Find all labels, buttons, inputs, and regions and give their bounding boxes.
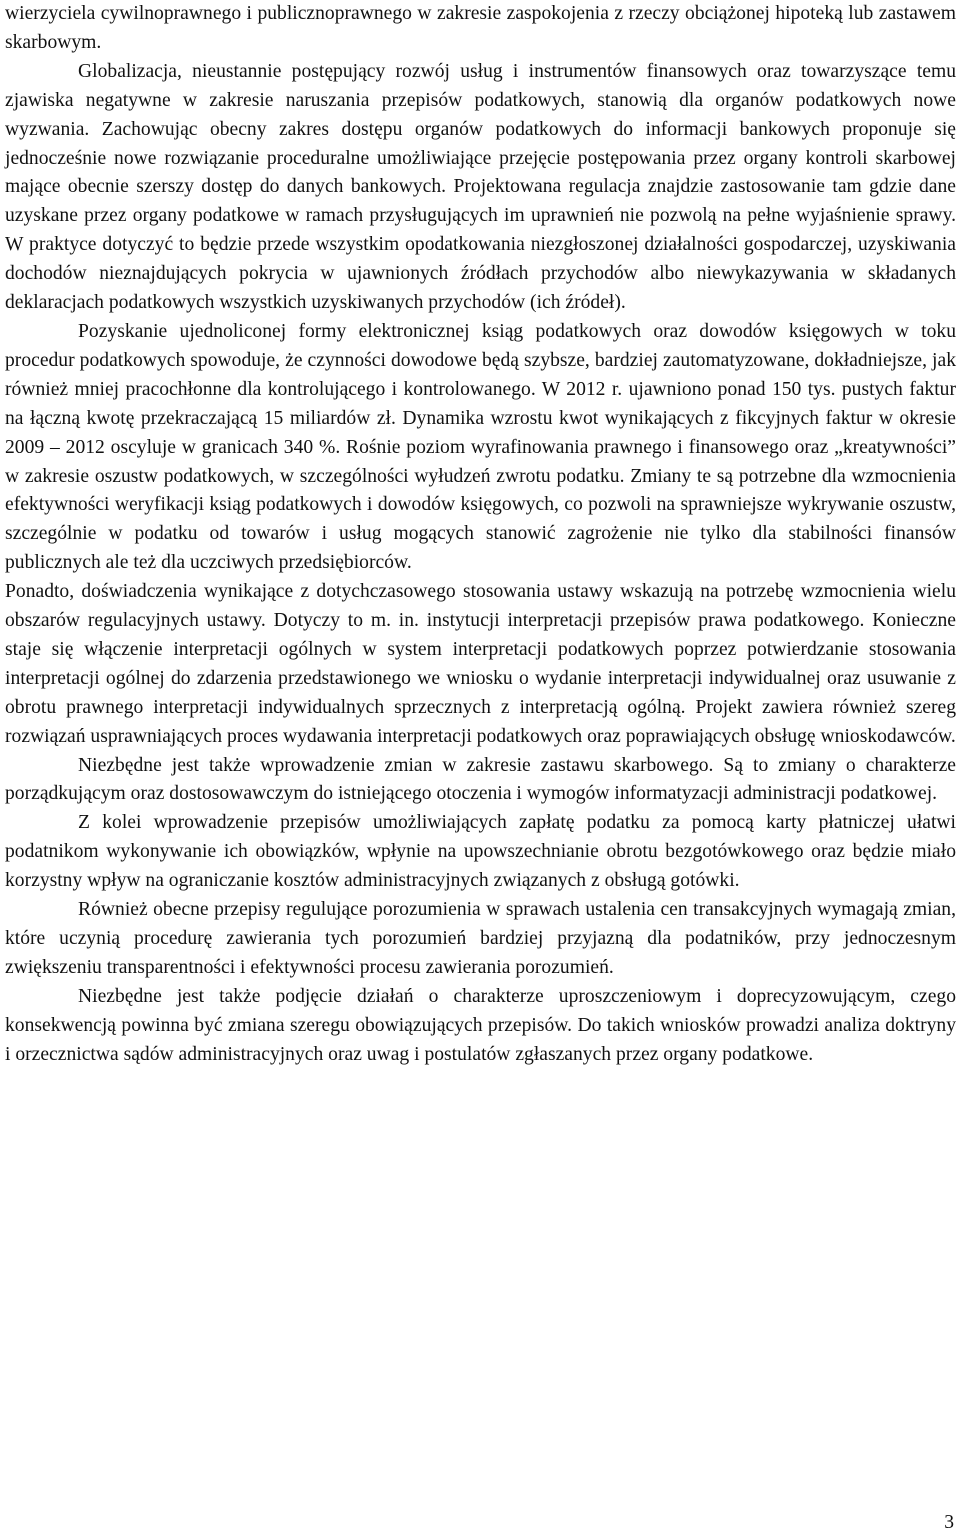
paragraph-globalization: Globalizacja, nieustannie postępujący rozwój usług i instrumentów finansowych oraz towarzyszące temu zjawiska negatywne w zakresie naruszania przepisów podatkowych, stanowią dla organów podatkowych nowe wyzwania. Zachowując obecny zakres dostępu organów podatkowych do informacji bankowych proponuje się jednocześnie nowe rozwiązanie proceduralne umożliwiające przejęcie postępowania przez organy kontroli skarbowej mające obecnie szerszy dostęp do danych bankowych. Projektowana regulacja znajdzie zastosowanie tam gdzie dane uzyskane przez organy podatkowe w ramach przysługujących im uprawnień nie pozwolą na pełne wyjaśnienie sprawy. W praktyce dotyczyć to będzie przede wszystkim opodatkowania niezgłoszonej działalności gospodarczej, uzyskiwania dochodów nieznajdujących pokrycia w ujawnionych źródłach przychodów albo niewykazywania w składanych deklaracjach podatkowych wszystkich uzyskiwanych przychodów (ich źródeł). (5, 60, 956, 314)
paragraph-transfer-pricing: Również obecne przepisy regulujące porozumienia w sprawach ustalenia cen transakcyjnych wymagają zmian, które uczynią procedurę zawierania tych porozumień bardziej przyjazną dla podatników, przy jednoczesnym zwiększeniu transparentności i efektywności procesu zawierania porozumień. (5, 899, 956, 978)
paragraph-interpretations: Ponadto, doświadczenia wynikające z dotychczasowego stosowania ustawy wskazują na potrzebę wzmocnienia wielu obszarów regulacyjnych ustawy. Dotyczy to m. in. instytucji interpretacji przepisów prawa podatkowego. Konieczne staje się włączenie interpretacji ogólnych w system interpretacji podatkowych poprzez potwierdzanie stosowania interpretacji ogólnej do zdarzenia przedstawionego we wniosku o wydanie interpretacji indywidualnej oraz usuwanie z obrotu prawnego interpretacji indywidualnych sprzecznych z interpretacją ogólną. Projekt zawiera również szereg rozwiązań usprawniających proces wydawania interpretacji podatkowych oraz poprawiających obsługę wnioskodawców. (5, 581, 956, 747)
paragraph-card-payment: Z kolei wprowadzenie przepisów umożliwiających zapłatę podatku za pomocą karty płatniczej ułatwi podatnikom wykonywanie ich obowiązków, wpłynie na upowszechnianie obrotu bezgotówkowego oraz będzie miało korzystny wpływ na ograniczanie kosztów administracyjnych związanych z obsługą gotówki. (5, 812, 956, 892)
page-number: 3 (944, 1512, 954, 1533)
paragraph-continuation: wierzyciela cywilnoprawnego i publicznoprawnego w zakresie zaspokojenia z rzeczy obciążonej hipoteką lub zastawem skarbowym. (5, 3, 956, 53)
paragraph-electronic-books: Pozyskanie ujednoliconej formy elektronicznej ksiąg podatkowych oraz dowodów księgowych w toku procedur podatkowych spowoduje, że czynności dowodowe będą szybsze, bardziej zautomatyzowane, dokładniejsze, jak również mniej pracochłonne dla kontrolującego i kontrolowanego. W 2012 r. ujawniono ponad 150 tys. pustych faktur na łączną kwotę przekraczającą 15 miliardów zł. Dynamika wzrostu kwot wynikających z fikcyjnych faktur w okresie 2009 – 2012 oscyluje w granicach 340 %. Rośnie poziom wyrafinowania prawnego i finansowego oraz „kreatywności” w zakresie oszustw podatkowych, w szczególności wyłudzeń zwrotu podatku. Zmiany te są potrzebne dla wzmocnienia efektywności weryfikacji ksiąg podatkowych i dowodów księgowych, co pozwoli na sprawniejsze wykrywanie oszustw, szczególnie w podatku od towarów i usług mogących stanowić zagrożenie nie tylko dla stabilności finansów publicznych ale też dla uczciwych przedsiębiorców. (5, 320, 956, 574)
paragraph-tax-lien: Niezbędne jest także wprowadzenie zmian w zakresie zastawu skarbowego. Są to zmiany o charakterze porządkującym oraz dostosowawczym do istniejącego otoczenia i wymogów informatyzacji administracji podatkowej. (5, 754, 956, 805)
paragraph-simplification: Niezbędne jest także podjęcie działań o charakterze uproszczeniowym i doprecyzowującym, czego konsekwencją powinna być zmiana szeregu obowiązujących przepisów. Do takich wniosków prowadzi analiza doktryny i orzecznictwa sądów administracyjnych oraz uwag i postulatów zgłaszanych przez organy podatkowe. (5, 985, 956, 1065)
document-body (5, 0, 956, 1070)
